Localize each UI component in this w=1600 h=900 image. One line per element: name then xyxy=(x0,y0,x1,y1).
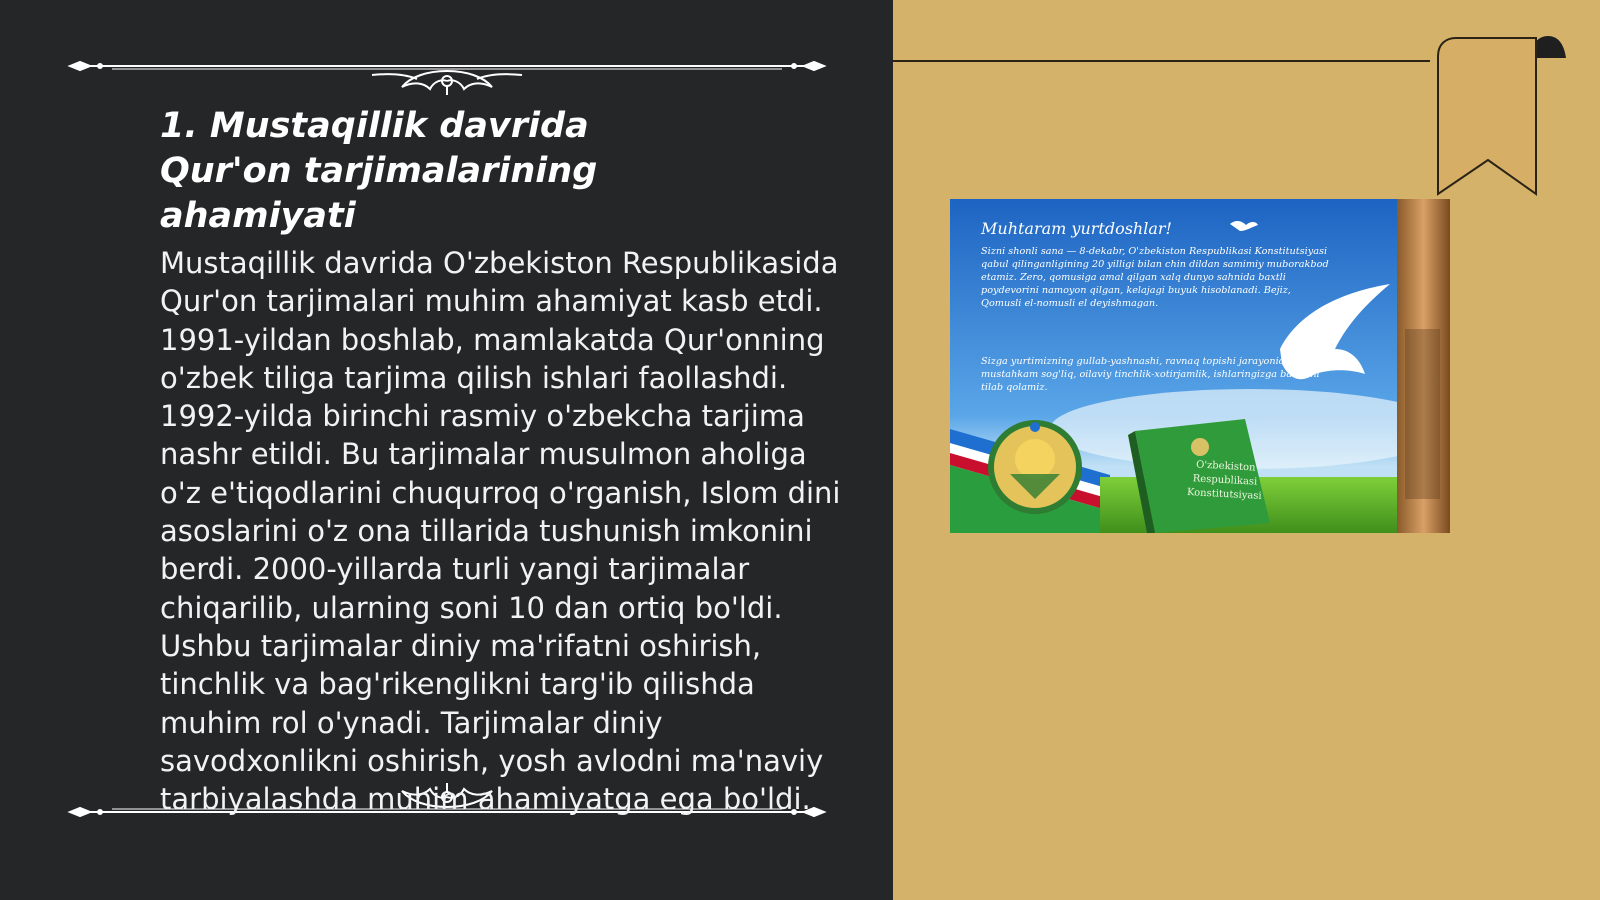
bookmark-ribbon-icon xyxy=(1436,36,1568,196)
slide-body-text: Mustaqillik davrida O'zbekiston Respublikasida Qur'on tarjimalari muhim ahamiyat kasb etdi. 1991-yildan boshlab, mamlakatda Qur'onning o'zbek tiliga tarjima qilish ishlari faollashdi. 1992-yilda birinchi rasmiy o'zbekcha tarjima nashr etildi. Bu tarjimalar musulmon aholiga o'z e'tiqodlarini chuqurroq o'rganish, Islom dini asoslarini o'z ona tillarida tushunish imkonini berdi. 2000-yillarda turli yangi tarjimalar chiqarilib, ularning soni 10 dan ortiq bo'ldi. Ushbu tarjimalar diniy ma'rifatni oshirish, tinchlik va bag'rikenglikni targ'ib qilishda muhim rol o'ynadi. Tarjimalar diniy savodxonlikni oshirish, yosh avlodni ma'naviy tarbiyalashda muhim ahamiyatga ega bo'ldi. xyxy=(160,246,841,817)
card-heading: Muhtaram yurtdoshlar! xyxy=(981,219,1172,238)
divider-line xyxy=(893,60,1430,62)
top-ornament xyxy=(62,45,832,95)
card-paragraph-1: Sizni shonli sana — 8-dekabr, O'zbekiston Respublikasi Konstitutsiyasi qabul qilinganligining 20 yilligi bilan chin dildan samimiy muborakbod etamiz. Zero, qomusiga amal qilgan xalq dunyo sahnida baxtli poydevorini namoyon qilgan, kelajagi buyuk hisoblanadi. Bejiz, Qomusli el-nomusli el deyishmagan. xyxy=(981,246,1329,309)
slide-title: 1. Mustaqillik davrida Qur'on tarjimalarining ahamiyati xyxy=(160,106,598,236)
card-paragraph-2: Sizga yurtimizning gullab-yashnashi, ravnaq topishi jarayonida mustahkam sog'liq, oilaviy tinchlik-xotirjamlik, ishlaringizga barorini tilab qolamiz. xyxy=(981,356,1320,393)
book-title: O'zbekiston Respublikasi Konstitutsiyasi xyxy=(1186,459,1262,502)
constitution-day-image xyxy=(950,199,1450,533)
